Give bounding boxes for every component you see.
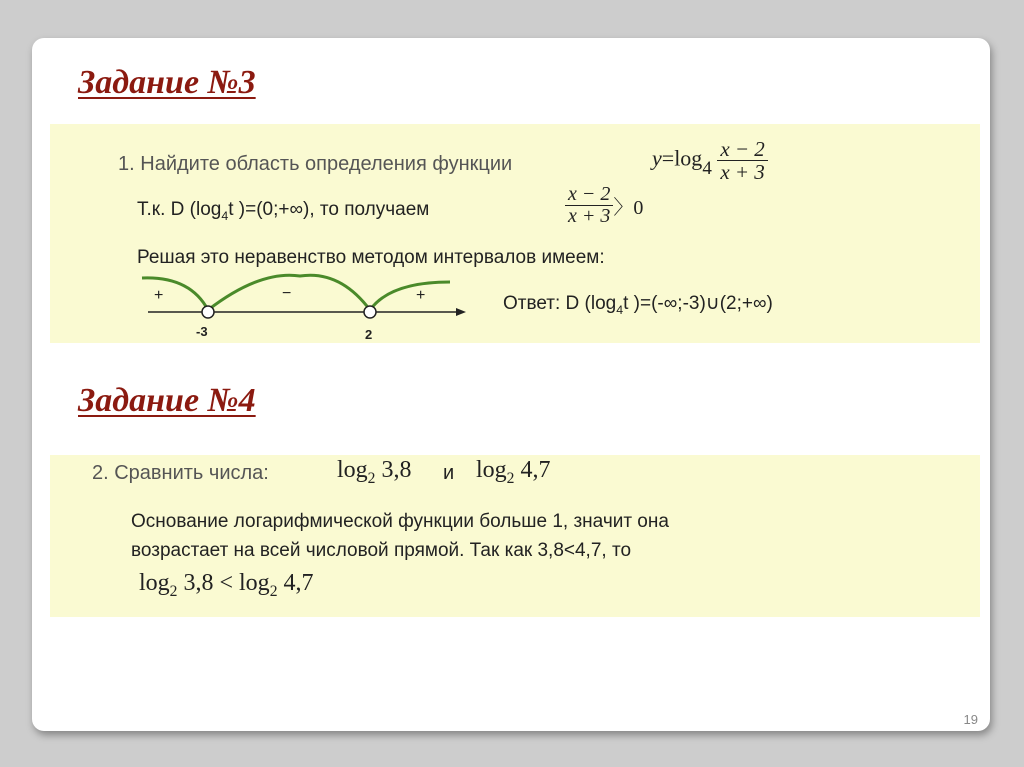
task3-line1 (118, 153, 512, 176)
task3-line2 (137, 199, 429, 223)
line2-prefix: Т.к. D (log (137, 199, 222, 220)
point-2 (364, 306, 376, 318)
ineq-numerator: x − 2 (565, 184, 613, 206)
line2-sub: 4 (221, 208, 229, 223)
task3-line3: Решая это неравенство методом интервалов имеем: (137, 247, 605, 268)
task4-conjunction: и (443, 462, 455, 484)
result-log1: log (139, 570, 170, 596)
sign-plus-right: + (416, 287, 426, 304)
result-log2: log (239, 570, 270, 596)
task4-explain-line2: возрастает на всей числовой прямой. Так как 3,8<4,7, то (131, 540, 632, 561)
task4-expr-b (476, 457, 550, 488)
task3-answer (503, 292, 773, 317)
number-line-arrow (456, 308, 466, 316)
fn-numerator: x − 2 (717, 138, 768, 161)
result-base1: 2 (169, 582, 178, 600)
task4-heading: Задание №4 (78, 382, 256, 419)
answer-suffix: t )=(-∞;-3)∪(2;+∞) (623, 293, 773, 314)
expr-a-log: log (337, 457, 368, 483)
slide-number: 19 (963, 712, 978, 727)
label-minus3: -3 (196, 324, 208, 339)
result-arg2: 4,7 (283, 570, 314, 596)
expr-a-base: 2 (367, 469, 376, 487)
task4-expr-a (337, 457, 411, 488)
task3-heading: Задание №3 (78, 64, 256, 101)
ineq-denominator: x + 3 (568, 205, 611, 227)
expr-a-arg: 3,8 (381, 457, 412, 483)
label-2: 2 (365, 327, 373, 342)
expr-b-base: 2 (506, 469, 515, 487)
answer-prefix: Ответ: D (log (503, 293, 617, 314)
task3-function-formula (652, 138, 768, 183)
task4-line1-label: 2. Сравнить числа: (92, 462, 269, 484)
task3-inequality (565, 184, 643, 227)
fn-denominator: x + 3 (720, 160, 765, 185)
task3-item-number: 1. (118, 153, 135, 175)
task4-result (139, 570, 313, 601)
fn-fraction (717, 138, 768, 183)
answer-sub: 4 (616, 302, 624, 317)
fn-lhs: y (652, 145, 662, 171)
result-operator: < (219, 570, 234, 596)
fn-eq: = (661, 145, 675, 171)
ineq-operator: 〉0 (613, 197, 644, 219)
result-base2: 2 (269, 582, 278, 600)
expr-b-log: log (476, 457, 507, 483)
line2-suffix: t )=(0;+∞), то получаем (228, 199, 430, 220)
sign-plus-left: + (154, 287, 164, 304)
result-arg1: 3,8 (183, 570, 214, 596)
ineq-fraction (565, 184, 613, 227)
fn-base: 4 (702, 157, 712, 179)
expr-b-arg: 4,7 (520, 457, 551, 483)
point-minus3 (202, 306, 214, 318)
task3-instruction: Найдите область определения функции (140, 153, 513, 175)
interval-diagram (140, 268, 470, 344)
fn-log: log (674, 145, 703, 171)
task4-explain-line1: Основание логарифмической функции больше 1, значит она (131, 511, 669, 532)
sign-minus-middle: − (282, 285, 292, 302)
sign-curve (142, 275, 450, 310)
